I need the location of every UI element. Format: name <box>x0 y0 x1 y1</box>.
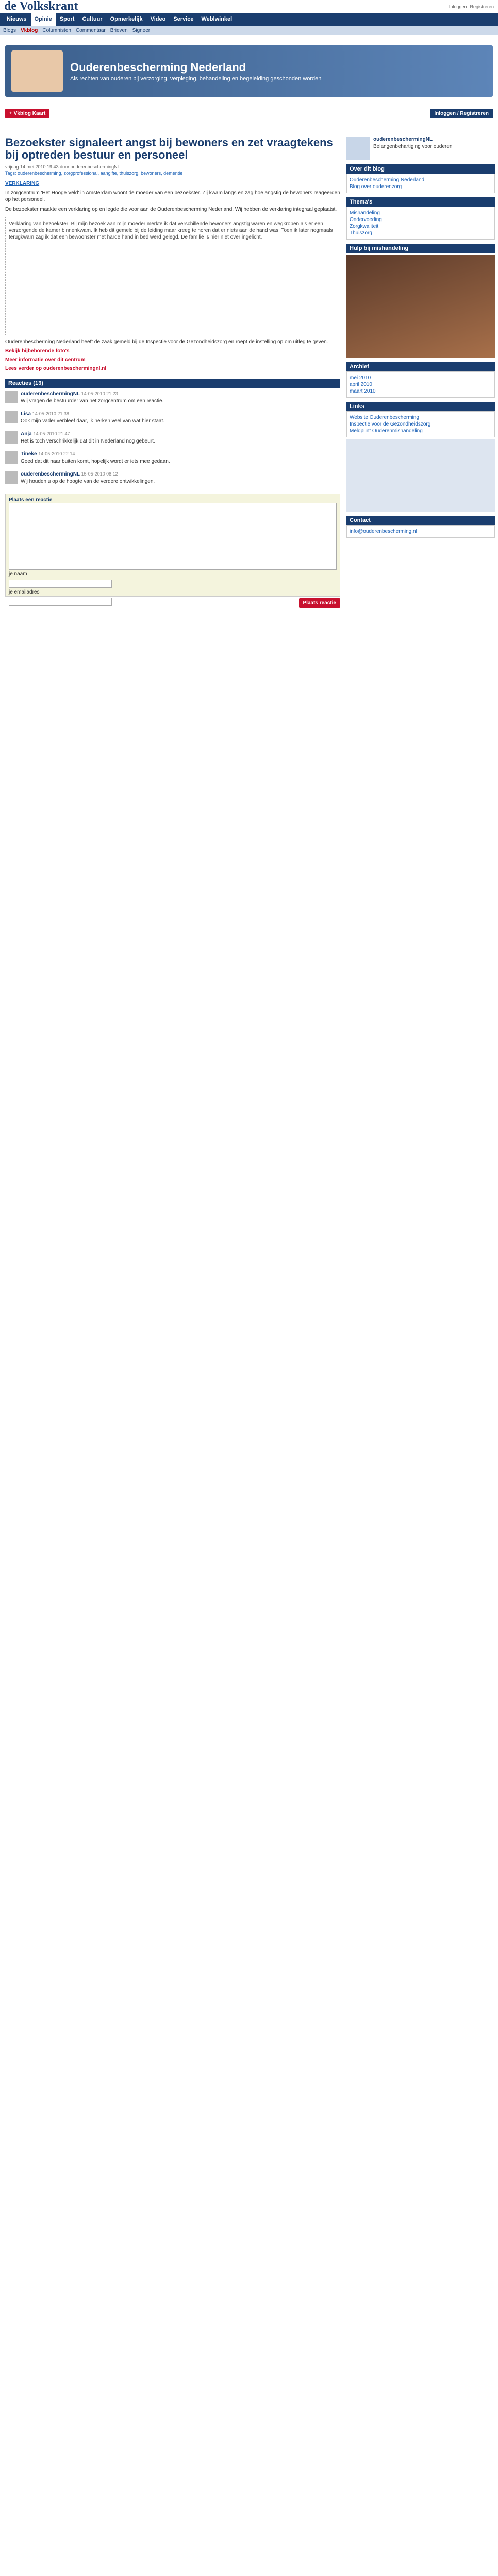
nav-item-sport[interactable]: Sport <box>59 16 75 22</box>
nav-item-video[interactable]: Video <box>150 16 166 22</box>
related-link[interactable]: Lees verder op ouderenbeschermingnl.nl <box>5 366 107 371</box>
article-outro: Ouderenbescherming Nederland heeft de zaak gemeld bij de Inspectie voor de Gezondheidszorg en roept de instelling op om uitleg te geven. <box>5 339 328 345</box>
site-logo[interactable]: de Volkskrant <box>4 0 78 13</box>
article-quote: Verklaring van bezoekster: Bij mijn bezoek aan mijn moeder merkte ik dat verschillende bewoners angstig waren en wegkropen als er een verzorgende de kamer binnenkwam. Ik heb dit gemeld bij de leiding maar kreeg te horen dat er niets aan de hand was. Toen ik later nogmaals terugkwam zag ik dat een bewoonster met harde hand in bed werd gelegd. De familie is hier niet over ingelicht. <box>5 217 340 335</box>
login-link[interactable]: Inloggen <box>449 4 467 9</box>
article-paragraph: In zorgcentrum 'Het Hooge Veld' in Amsterdam woont de moeder van een bezoekster. Zij kwam langs en zag hoe angstig de bewoners reageerden op het personeel. <box>5 190 340 202</box>
related-link[interactable]: Meer informatie over dit centrum <box>5 357 86 363</box>
nav-item-cultuur[interactable]: Cultuur <box>82 16 103 22</box>
sidebar-link[interactable]: Ondervoeding <box>350 217 382 223</box>
nav-item-nieuws[interactable]: Nieuws <box>7 16 27 22</box>
sidebar-box-title: Thema's <box>346 197 495 207</box>
sidebar-link[interactable]: Thuiszorg <box>350 230 372 236</box>
name-field[interactable] <box>9 580 112 588</box>
email-label: je emailadres <box>9 589 40 595</box>
nav-item-service[interactable]: Service <box>173 16 194 22</box>
action-bar <box>0 107 498 120</box>
sidebar-link[interactable]: Mishandeling <box>350 210 380 216</box>
submit-comment-button[interactable]: Plaats reactie <box>299 598 341 608</box>
comment-author[interactable]: ouderenbeschermingNL <box>21 471 80 477</box>
related-link[interactable]: Bekijk bijbehorende foto's <box>5 348 70 354</box>
profile-box <box>346 137 495 160</box>
comment-item <box>5 408 340 428</box>
sidebar-link[interactable]: Meldpunt Ouderenmishandeling <box>350 428 423 434</box>
subnav-signeer[interactable]: Signeer <box>132 27 151 33</box>
avatar[interactable] <box>5 431 18 444</box>
top-links <box>449 4 494 9</box>
blog-banner <box>0 35 498 107</box>
subnav-blogs[interactable]: Blogs <box>3 27 16 33</box>
subnav-vkblog[interactable]: Vkblog <box>21 27 38 33</box>
comment-author[interactable]: ouderenbeschermingNL <box>21 391 80 397</box>
sidebar-box-title: Contact <box>346 516 495 525</box>
comment-time: 14-05-2010 21:47 <box>33 431 70 436</box>
sidebar-box <box>346 525 495 538</box>
sidebar <box>346 137 495 538</box>
book-cover[interactable] <box>346 255 495 358</box>
links-box-title: Links <box>346 402 495 411</box>
comment-item <box>5 428 340 448</box>
sidebar-box <box>346 174 495 193</box>
subnav-brieven[interactable]: Brieven <box>110 27 128 33</box>
profile-tagline: Belangenbehartiging voor ouderen <box>373 144 453 149</box>
sidebar-link[interactable]: Inspectie voor de Gezondheidszorg <box>350 421 431 427</box>
content-area <box>0 137 498 2576</box>
advertisement[interactable] <box>346 439 495 512</box>
avatar[interactable] <box>5 411 18 423</box>
nav-item-opmerkelijk[interactable]: Opmerkelijk <box>110 16 143 22</box>
comment-text: Wij vragen de bestuurder van het zorgcentrum om een reactie. <box>21 398 164 404</box>
comment-text: Goed dat dit naar buiten komt, hopelijk wordt er iets mee gedaan. <box>21 459 170 464</box>
book-box-title: Hulp bij mishandeling <box>346 244 495 253</box>
comment-item <box>5 468 340 488</box>
sidebar-box <box>346 371 495 398</box>
article-paragraph: De bezoekster maakte een verklaring op en legde die voor aan de Ouderenbescherming Nederland. Wij hebben de verklaring integraal geplaatst. <box>5 207 337 212</box>
main-nav <box>0 13 498 26</box>
login-button[interactable]: Inloggen / Registreren <box>430 109 493 118</box>
banner-title: Ouderenbescherming Nederland <box>70 60 246 74</box>
nav-item-webwinkel[interactable]: Weblwinkel <box>201 16 233 22</box>
comments-header: Reacties (13) <box>5 379 340 388</box>
form-title: Plaats een reactie <box>9 497 53 503</box>
sidebar-link[interactable]: Zorgkwaliteit <box>350 224 379 229</box>
links-box <box>346 411 495 437</box>
sidebar-box-title: Archief <box>346 362 495 371</box>
comment-time: 14-05-2010 21:38 <box>32 411 69 416</box>
article-meta: vrijdag 14 mei 2010 19:43 door ouderenbeschermingNL <box>5 164 120 170</box>
comment-text: Het is toch verschrikkelijk dat dit in Nederland nog gebeurt. <box>21 438 155 444</box>
nav-item-opinie[interactable]: Opinie <box>31 13 56 26</box>
sidebar-link[interactable]: Website Ouderenbescherming <box>350 415 419 420</box>
avatar[interactable] <box>5 451 18 464</box>
banner-panel <box>5 45 493 97</box>
sidebar-box <box>346 207 495 240</box>
top-bar <box>0 0 498 13</box>
comment-author[interactable]: Anja <box>21 431 32 437</box>
comment-item <box>5 448 340 468</box>
sidebar-link[interactable]: Ouderenbescherming Nederland <box>350 177 425 183</box>
comment-time: 14-05-2010 21:23 <box>81 391 118 396</box>
sidebar-link[interactable]: maart 2010 <box>350 388 376 394</box>
sidebar-link[interactable]: april 2010 <box>350 382 372 387</box>
comment-time: 14-05-2010 22:14 <box>38 451 75 456</box>
subnav-columnisten[interactable]: Columnisten <box>42 27 71 33</box>
article-column <box>5 137 340 606</box>
sidebar-box-title: Over dit blog <box>346 164 495 174</box>
comment-textarea[interactable] <box>9 503 337 570</box>
sub-nav <box>0 26 498 35</box>
profile-name[interactable]: ouderenbeschermingNL <box>373 137 433 142</box>
comment-text: Ook mijn vader verbleef daar, ik herken veel van wat hier staat. <box>21 418 165 424</box>
comment-form <box>5 494 340 597</box>
article-label: VERKLARING <box>5 181 40 187</box>
sidebar-link[interactable]: info@ouderenbescherming.nl <box>350 529 417 534</box>
banner-subtitle: Als rechten van ouderen bij verzorging, verpleging, behandeling en begeleiding geschonden worden <box>70 75 322 82</box>
comments-list <box>5 388 340 488</box>
profile-avatar[interactable] <box>346 137 370 160</box>
article-title: Bezoekster signaleert angst bij bewoners en zet vraagtekens bij optreden bestuur en personeel <box>5 136 333 161</box>
create-button[interactable]: + Vkblog Kaart <box>5 109 49 118</box>
name-label: je naam <box>9 571 27 577</box>
comment-author[interactable]: Tineke <box>21 451 37 457</box>
avatar[interactable] <box>5 391 18 403</box>
article-tags[interactable]: Tags: ouderenbescherming, zorgprofessional, aangifte, thuiszorg, bewoners, dementie <box>5 171 183 176</box>
comment-time: 15-05-2010 08:12 <box>81 471 118 477</box>
sidebar-link[interactable]: mei 2010 <box>350 375 371 381</box>
sidebar-link[interactable]: Blog over ouderenzorg <box>350 184 402 190</box>
banner-image <box>11 50 63 92</box>
comment-item <box>5 388 340 408</box>
subnav-commentaar[interactable]: Commentaar <box>75 27 106 33</box>
comment-text: Wij houden u op de hoogte van de verdere ontwikkelingen. <box>21 479 155 484</box>
comment-author[interactable]: Lisa <box>21 411 31 417</box>
avatar[interactable] <box>5 471 18 484</box>
register-link[interactable]: Registreren <box>470 4 494 9</box>
